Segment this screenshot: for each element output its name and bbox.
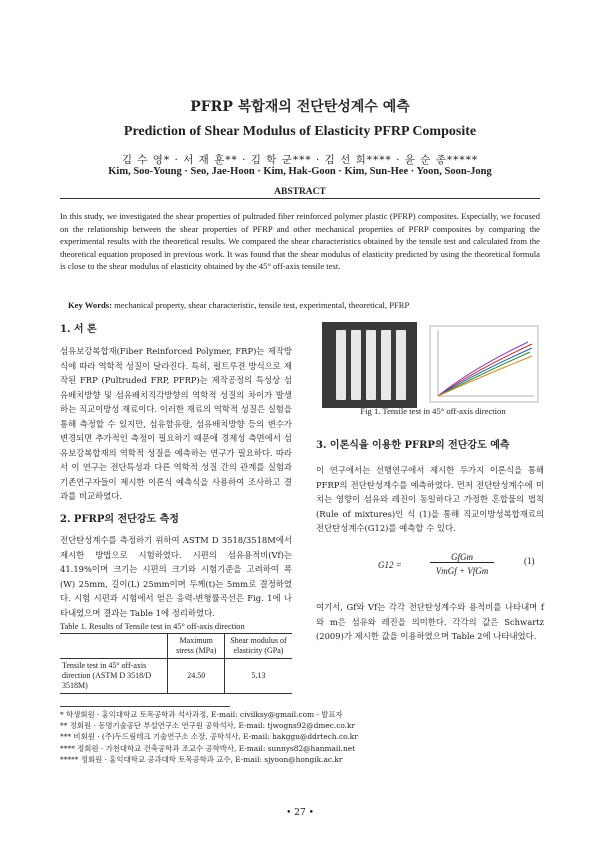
- paper-title-korean: PFRP 복합재의 전단탄성계수 예측: [190, 99, 410, 115]
- table-cell: Tensile test in 45° off-axis direction (ASTM D 3518/D 3518M): [60, 659, 168, 694]
- section-3-body-2: 여기서, Gf와 Vf는 각각 전단탄성계수와 용적비를 나타내며 f와 m은 섬유와 레진을 의미한다. 각각의 값은 Schwartz (2009)가 제시한 값을 이용하였으며 Table 2에 나타내었다.: [316, 602, 544, 641]
- results-table: [60, 633, 292, 694]
- keywords-text: mechanical property, shear characteristic, tensile test, experimental, theoretical, PFRP: [114, 300, 410, 310]
- table-row: [60, 659, 292, 694]
- section-2-heading: 2. PFRP의 전단강도 측정: [60, 514, 179, 525]
- table-header-cell: [60, 634, 168, 659]
- table-header-cell: Maximum stress (MPa): [168, 634, 224, 659]
- footnote-divider: [60, 706, 230, 707]
- paper-title-english: Prediction of Shear Modulus of Elasticity PFRP Composite: [123, 124, 477, 139]
- keywords-label: Key Words:: [68, 300, 113, 310]
- equation-denominator: VmGf + VfGm: [435, 566, 489, 576]
- section-3-body-1: 이 연구에서는 선행연구에서 제시한 두가지 이론식을 통해 PFRP의 전단탄성계수를 예측하였다. 먼저 전단탄성계수에 미치는 영향이 섬유와 레진이 동일하다고 가정한 혼합물의 법칙(Rule of mixtures)인 식 (1)을 통해 직교이방성복합재료의 전단탄성계수(G12)를 예측할 수 있다.: [316, 465, 544, 533]
- section-1-heading: 1. 서 론: [60, 324, 97, 335]
- table-1-caption: Table 1. Results of Tensile test in 45° off-axis direction: [60, 622, 245, 631]
- table-cell: 24.50: [168, 659, 224, 694]
- footnote-item: ***** 정회원 · 홍익대학교 공과대학 토목공학과 교수, E-mail: sjyoon@hongik.ac.kr: [60, 754, 343, 764]
- keywords: [68, 300, 538, 310]
- footnote-item: *** 비회원 · (주)두드림테크 기술연구소 소장, 공학석사, E-mail: hakggu@ddrtech.co.kr: [60, 732, 358, 742]
- table-header-row: [60, 634, 292, 659]
- authors-korean: 김 수 영* · 서 재 훈** · 김 학 군*** · 김 선 희**** · 윤 순 종*****: [121, 154, 479, 166]
- footnote-item: **** 정회원 · 가천대학교 건축공학과 조교수 공학박사, E-mail: sunnys82@hanmail.net: [60, 743, 356, 753]
- section-3-heading: 3. 이론식을 이용한 PFRP의 전단강도 예측: [316, 440, 510, 451]
- table-header-cell: Shear modulus of elasticity (GPa): [224, 634, 292, 659]
- section-1-body: 섬유보강복합재(Fiber Reinforced Polymer, FRP)는 제작방식에 따라 역학적 성질이 달라진다. 특히, 펄트루젼 방식으로 제작된 FRP (Pultruded FRP, PFRP)는 제작공정의 특성상 섬유배치방향 및 섬유배치직각방향의 역학적 성질의 차이가 발생하는 직교이방성 재료이다. 이러한 재료의 역학적 성질은 실험을 통해 측정할 수 있지만, 섬유함유량, 섬유배치방향 등의 변수가 변경되면 추가적인 측정이 필요하기 때문에 경제성 측면에서 섬유보강복합재의 역학적 성질을 예측하는 연구가 필요하다. 따라서 이 연구는 전단특성과 다른 역학적 성질 간의 관계를 실험과 기존연구자들이 제시한 이론식 예측식을 사용하여 조사하고 결과를 비교하였다.: [60, 346, 292, 501]
- abstract-text: In this study, we investigated the shear properties of pultruded fiber reinforced polymer plastic (PFRP) composites. Especially, we focused on the relationship between the shear properties of PFRP and other mechanical properties of PFRP composites by comparing the experimental results with the theoretical results. We compared the shear characteristics obtained by the tensile test and calculated from the theoretical equation proposed in previous work. It was found that the shear modulus of elasticity predicted by using the theoretical formula is close to the shear modulus of elasticity obtained by the 45° off-axis tensile test.: [60, 211, 540, 272]
- equation-1: [322, 552, 542, 582]
- table-cell: 5.13: [224, 659, 292, 694]
- section-2-body: 전단탄성계수를 측정하기 위하여 ASTM D 3518/3518M에서 제시한 방법으로 시험하였다. 시편의 섬유용적비(Vf)는 41.19%이며 크기는 시편의 크기와 시험기준을 고려하여 폭(W) 25mm, 길이(L) 25mm이며 두께(t)는 5mm로 결정하였다. 시험 시편과 시험에서 얻은 응력-변형률곡선은 Fig. 1에 나타내었으며 결과는 Table 1에 정리하였다.: [60, 535, 292, 618]
- footnote-item: ** 정회원 · 동명기술공단 부설연구소 연구원 공학석사, E-mail: tjwogns92@dmec.co.kr: [60, 721, 356, 731]
- footnote-item: * 학생회원 · 홍익대학교 토목공학과 석사과정, E-mail: civilksy@gmail.com - 발표자: [60, 710, 343, 719]
- figure-1: [322, 322, 542, 408]
- equation-number: (1): [524, 556, 535, 566]
- abstract-heading: ABSTRACT: [274, 187, 326, 197]
- authors-english: Kim, Soo-Young · Seo, Jae-Hoon · Kim, Hak-Goon · Kim, Sun-Hee · Yoon, Soon-Jong: [108, 166, 492, 177]
- figure-1-image: [322, 322, 542, 408]
- abstract-divider: [60, 198, 540, 199]
- figure-1-caption: Fig 1. Tensile test in 45° off-axis direction: [360, 406, 506, 416]
- page-number: • 27 •: [286, 808, 314, 818]
- equation-lhs: G12 =: [378, 560, 402, 570]
- equation-numerator: GfGm: [430, 552, 494, 563]
- footnotes: [60, 709, 540, 765]
